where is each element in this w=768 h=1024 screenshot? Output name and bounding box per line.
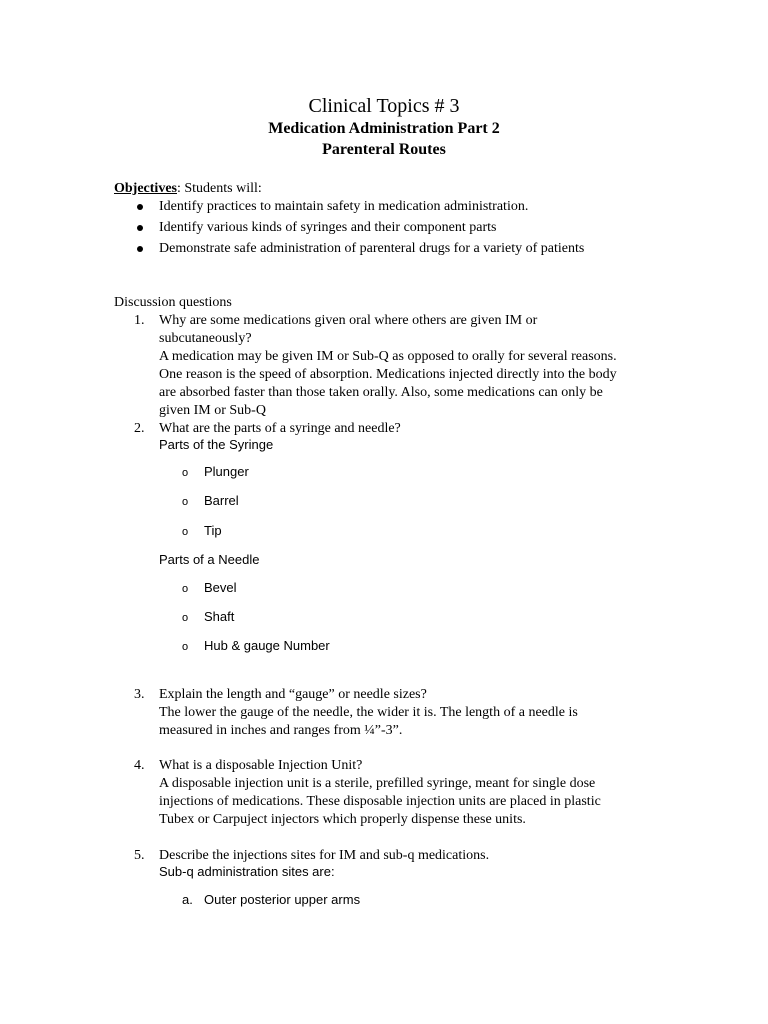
list-marker: o bbox=[182, 583, 189, 595]
answer-1-line: given IM or Sub-Q bbox=[159, 403, 266, 418]
bullet-icon bbox=[137, 246, 143, 252]
question-number: 2. bbox=[134, 421, 145, 436]
question-number: 3. bbox=[134, 687, 145, 702]
answer-1-line: are absorbed faster than those taken orally. Also, some medications can only be bbox=[159, 385, 603, 400]
question-number: 4. bbox=[134, 758, 145, 773]
question-3-line: Explain the length and “gauge” or needle sizes? bbox=[159, 687, 427, 702]
question-1-line: Why are some medications given oral where others are given IM or bbox=[159, 313, 538, 328]
answer-3-line: measured in inches and ranges from ¼”-3”. bbox=[159, 723, 403, 738]
answer-4-line: Tubex or Carpuject injectors which properly dispense these units. bbox=[159, 812, 526, 827]
question-number: 5. bbox=[134, 848, 145, 863]
answer-4-line: A disposable injection unit is a sterile, prefilled syringe, meant for single dose bbox=[159, 776, 596, 791]
question-number: 1. bbox=[134, 313, 145, 328]
list-marker: o bbox=[182, 612, 189, 624]
syringe-parts-heading: Parts of the Syringe bbox=[159, 437, 274, 452]
subq-sites-heading: Sub-q administration sites are: bbox=[159, 864, 335, 879]
discussion-heading: Discussion questions bbox=[114, 295, 232, 310]
syringe-part-item: Tip bbox=[204, 523, 222, 538]
bullet-icon bbox=[137, 204, 143, 210]
question-5-text: Describe the injections sites for IM and sub-q medications. bbox=[159, 848, 490, 863]
syringe-part-item: Barrel bbox=[204, 493, 239, 508]
objectives-line bbox=[114, 180, 262, 198]
list-marker: o bbox=[182, 526, 189, 538]
document-subtitle-1: Medication Administration Part 2 bbox=[268, 120, 500, 137]
list-marker: o bbox=[182, 641, 189, 653]
bullet-icon bbox=[137, 225, 143, 231]
needle-part-item: Bevel bbox=[204, 580, 237, 595]
question-2-text: What are the parts of a syringe and needle? bbox=[159, 421, 401, 436]
answer-1-line: One reason is the speed of absorption. Medications injected directly into the body bbox=[159, 367, 617, 382]
answer-3-line: The lower the gauge of the needle, the wider it is. The length of a needle is bbox=[159, 705, 578, 720]
document-title: Clinical Topics # 3 bbox=[308, 95, 460, 117]
needle-parts-heading: Parts of a Needle bbox=[159, 552, 260, 567]
objectives-label: Objectives bbox=[114, 181, 177, 196]
list-marker: o bbox=[182, 467, 189, 479]
objective-item: Identify practices to maintain safety in medication administration. bbox=[159, 199, 529, 214]
answer-4-line: injections of medications. These disposable injection units are placed in plastic bbox=[159, 794, 601, 809]
question-1-line: subcutaneously? bbox=[159, 331, 252, 346]
answer-1-line: A medication may be given IM or Sub-Q as opposed to orally for several reasons. bbox=[159, 349, 617, 364]
subq-site-item: Outer posterior upper arms bbox=[204, 892, 361, 907]
needle-part-item: Hub & gauge Number bbox=[204, 638, 330, 653]
question-4-line: What is a disposable Injection Unit? bbox=[159, 758, 363, 773]
needle-part-item: Shaft bbox=[204, 609, 235, 624]
list-marker: o bbox=[182, 496, 189, 508]
list-marker: a. bbox=[182, 892, 193, 907]
objective-item: Identify various kinds of syringes and their component parts bbox=[159, 220, 497, 235]
objectives-intro: : Students will: bbox=[176, 181, 262, 196]
document-subtitle-2: Parenteral Routes bbox=[322, 141, 446, 158]
objective-item: Demonstrate safe administration of parenteral drugs for a variety of patients bbox=[159, 241, 585, 256]
syringe-part-item: Plunger bbox=[204, 464, 249, 479]
